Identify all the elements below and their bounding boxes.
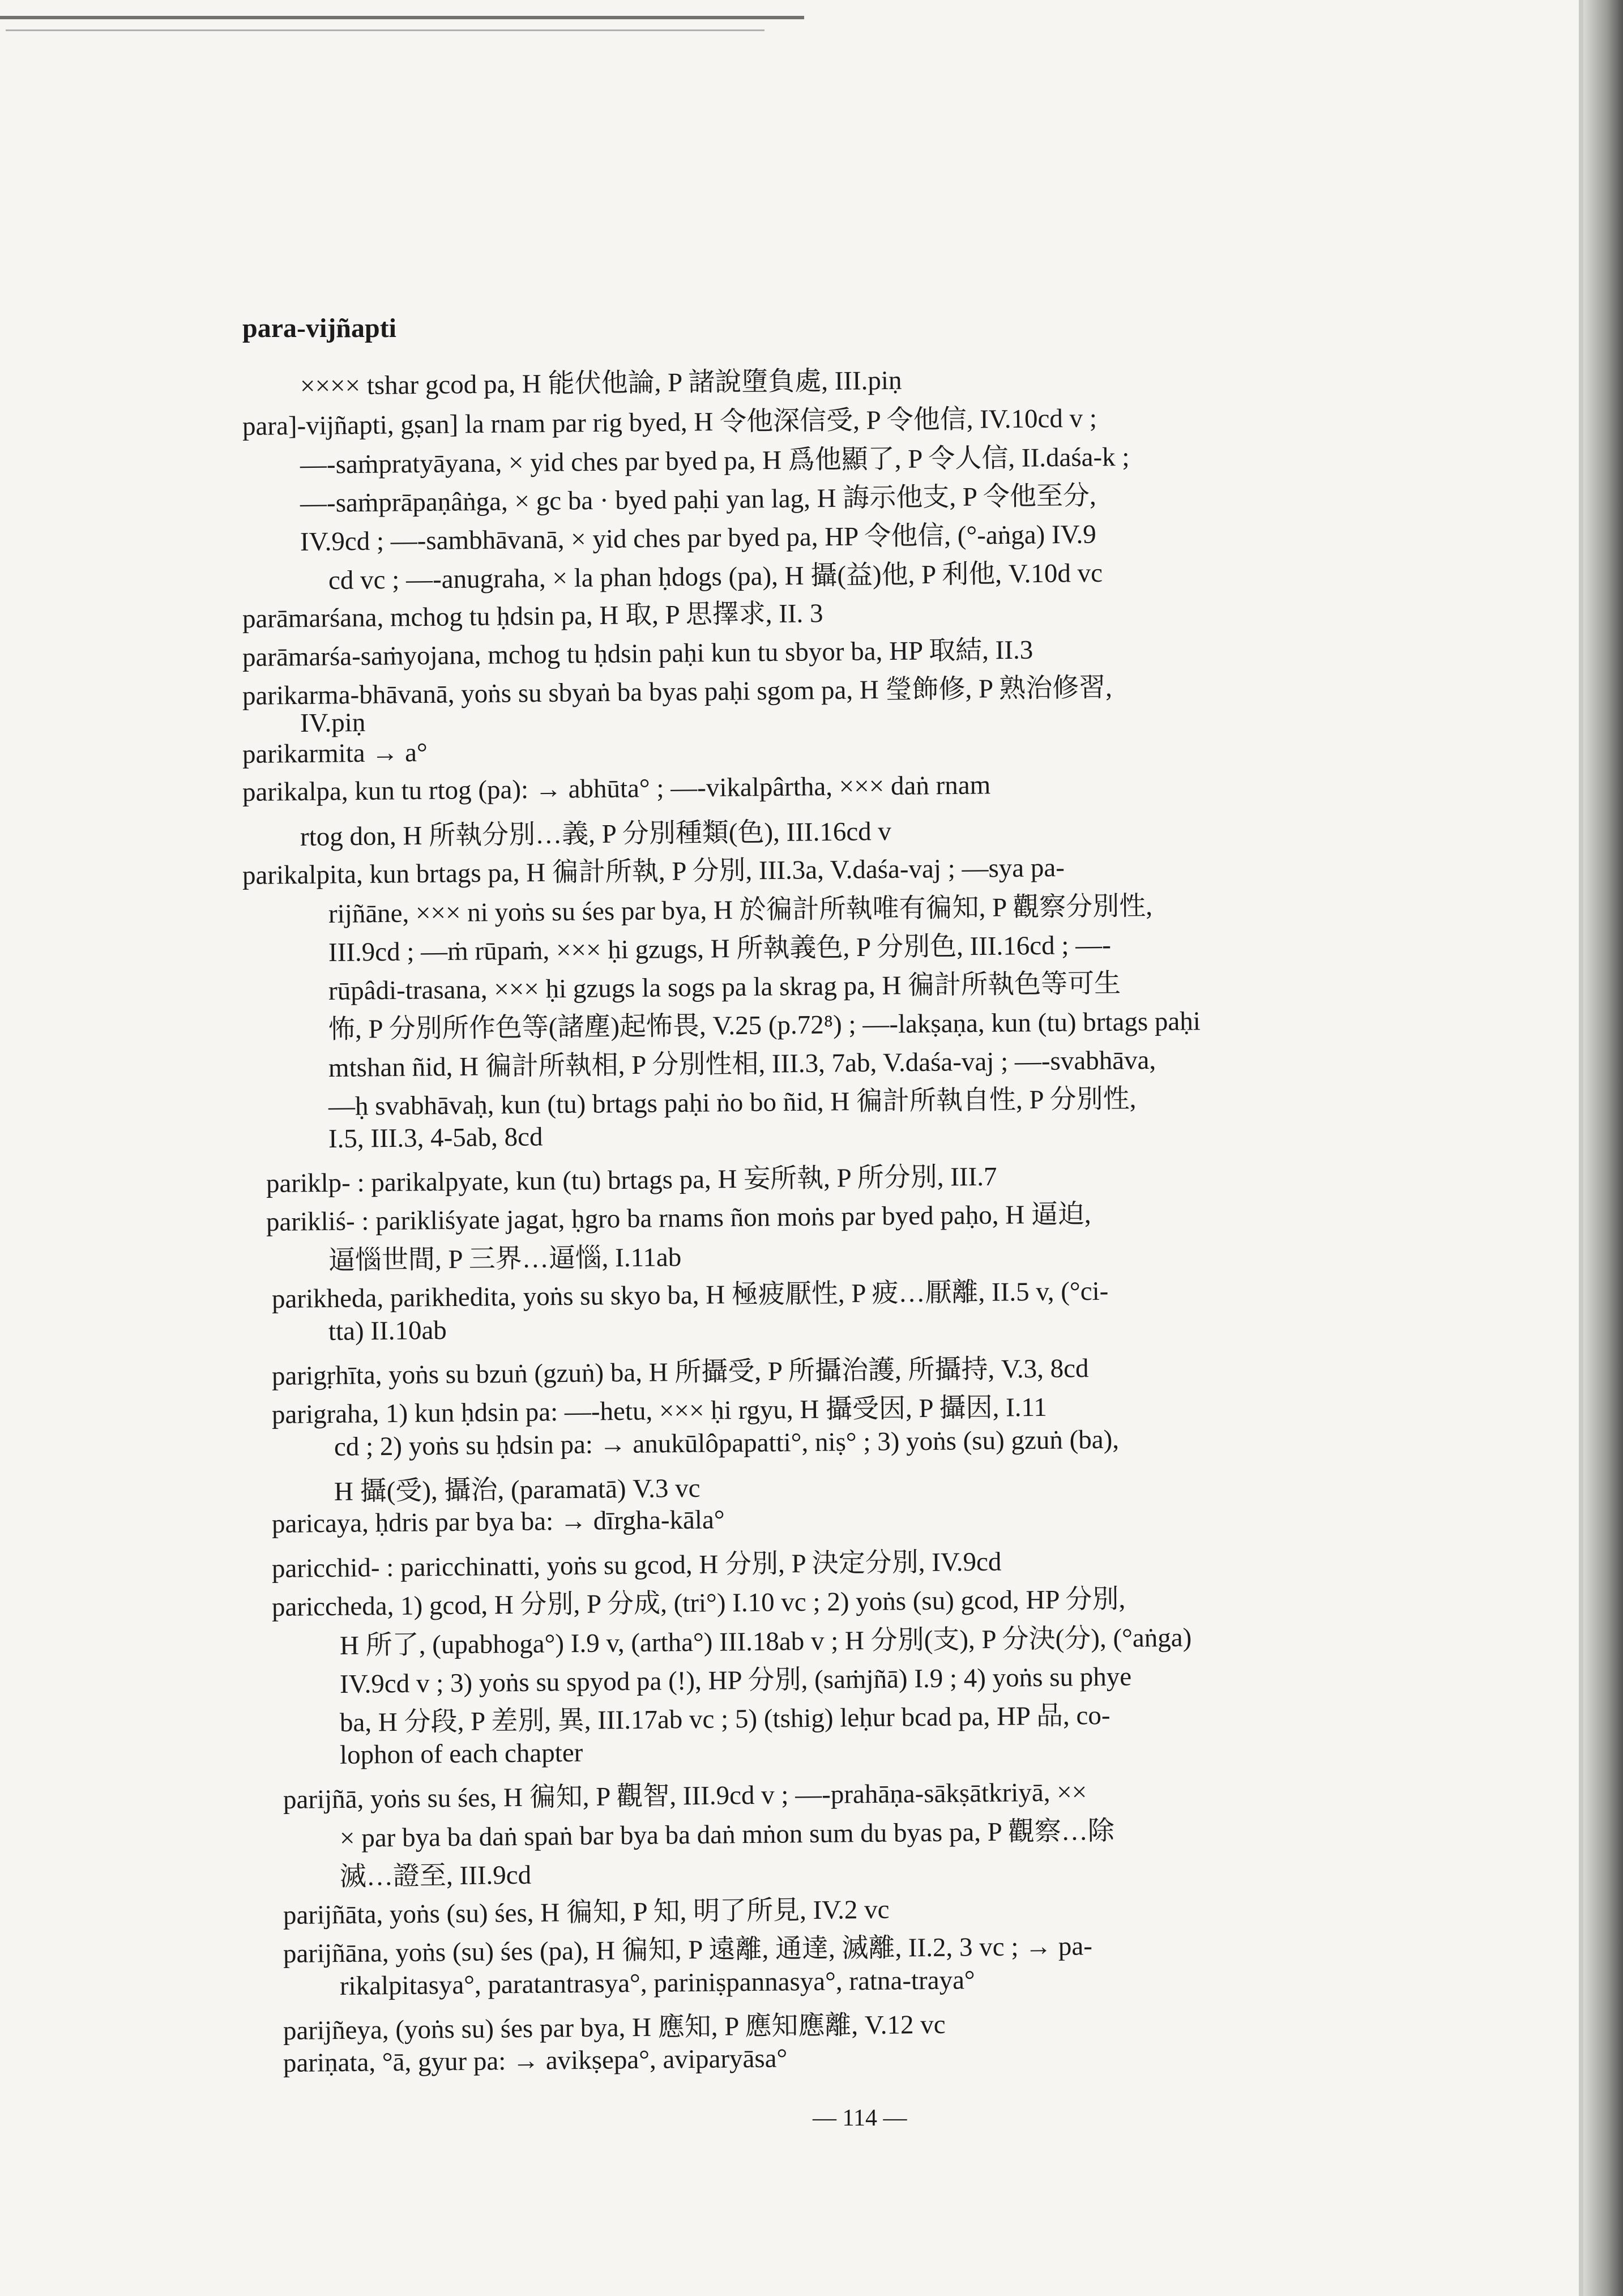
text-line: —-saṁpratyāyana, × yid ches par byed pa, H 爲他顯了, P 令人信, II.daśa-k ; (300, 442, 1130, 480)
text-line: pariklp- : parikalpyate, kun (tu) brtags pa, H 妄所執, P 所分別, III.7 (266, 1162, 997, 1198)
text-line: parikalpita, kun brtags pa, H 徧計所執, P 分別, III.3a, V.daśa-vaj ; —sya pa- (242, 853, 1065, 890)
text-line: —-saṁprāpaṇâṅga, × gc ba · byed paḥi yan lag, H 誨示他支, P 令他至分, (300, 481, 1096, 518)
text-line: lophon of each chapter (339, 1738, 583, 1770)
text-line: 怖, P 分別所作色等(諸塵)起怖畏, V.25 (p.72⁸) ; —-lakṣaṇa, kun (tu) brtags paḥi (328, 1006, 1201, 1044)
text-line: parikliś- : parikliśyate jagat, ḥgro ba rnams ñon moṅs par byed paḥo, H 逼迫, (266, 1200, 1091, 1237)
text-line: parijñāna, yoṅs (su) śes (pa), H 徧知, P 遠離, 通達, 滅離, II.2, 3 vc ; → pa- (283, 1931, 1093, 1969)
text-line: pariccheda, 1) gcod, H 分別, P 分成, (tri°) I.10 vc ; 2) yoṅs (su) gcod, HP 分別, (271, 1584, 1126, 1622)
text-line: para]-vijñapti, gṣan] la rnam par rig byed, H 令他深信受, P 令他信, IV.10cd v ; (242, 403, 1097, 441)
text-line: pariṇata, °ā, gyur pa: → avikṣepa°, aviparyāsa° (283, 2043, 788, 2078)
text-line: ×××× tshar gcod pa, H 能伏他論, P 諸說墮負處, III.piṇ (300, 365, 902, 401)
text-line: parigraha, 1) kun ḥdsin pa: —-hetu, ××× ḥi rgyu, H 攝受因, P 攝因, I.11 (271, 1392, 1048, 1429)
text-line: parijñāta, yoṅs (su) śes, H 徧知, P 知, 明了所見, IV.2 vc (283, 1894, 890, 1930)
text-line: I.5, III.3, 4-5ab, 8cd (328, 1122, 543, 1154)
text-line: parikarma-bhāvanā, yoṅs su sbyaṅ ba byas paḥi sgom pa, H 瑩飾修, P 熟治修習, (242, 673, 1113, 711)
text-line: H 攝(受), 攝治, (paramatā) V.3 vc (334, 1473, 701, 1507)
text-line: III.9cd ; —ṁ rūpaṁ, ××× ḥi gzugs, H 所執義色, P 分別色, III.16cd ; —- (328, 930, 1112, 967)
text-line: parikarmita → a° (242, 737, 428, 769)
text-line: parikalpa, kun tu rtog (pa): → abhūta° ; —-vikalpârtha, ××× daṅ rnam (242, 770, 991, 807)
scan-binding-shadow (1579, 0, 1583, 2296)
text-line: parāmarśa-saṁyojana, mchog tu ḥdsin paḥi kun tu sbyor ba, HP 取結, II.3 (242, 635, 1033, 672)
text-line: ba, H 分段, P 差別, 異, III.17ab vc ; 5) (tshig) leḥur bcad pa, HP 品, co- (339, 1700, 1111, 1738)
text-line: parijñeya, (yoṅs su) śes par bya, H 應知, P 應知應離, V.12 vc (283, 2009, 946, 2046)
text-line: parigṛhīta, yoṅs su bzuṅ (gzuṅ) ba, H 所攝受, P 所攝治護, 所攝持, V.3, 8cd (271, 1354, 1089, 1391)
text-line: parijñā, yoṅs su śes, H 徧知, P 觀智, III.9cd v ; —-prahāṇa-sākṣātkriyā, ×× (283, 1777, 1087, 1815)
text-line: cd vc ; —-anugraha, × la phan ḥdogs (pa), H 攝(益)他, P 利他, V.10d vc (328, 558, 1103, 595)
text-line: —ḥ svabhāvaḥ, kun (tu) brtags paḥi ṅo bo ñid, H 徧計所執自性, P 分別性, (328, 1084, 1137, 1121)
text-line: paricaya, ḥdris par bya ba: → dīrgha-kāla° (271, 1505, 725, 1539)
text-line: rtog don, H 所執分別…義, P 分別種類(色), III.16cd v (300, 816, 892, 852)
text-line: × par bya ba daṅ spaṅ bar bya ba daṅ mṅon sum du byas pa, P 觀察…除 (339, 1816, 1115, 1853)
page-number: — 114 — (813, 2105, 907, 2131)
text-line: 滅…證至, III.9cd (339, 1860, 532, 1892)
text-line: parāmarśana, mchog tu ḥdsin pa, H 取, P 思擇求, II. 3 (242, 599, 823, 634)
scan-rule-top-thin (6, 29, 764, 31)
text-line: IV.9cd ; —-sambhāvanā, × yid ches par byed pa, HP 令他信, (°-aṅga) IV.9 (300, 519, 1097, 557)
text-line: rijñāne, ××× ni yoṅs su śes par bya, H 於徧計所執唯有徧知, P 觀察分別性, (328, 891, 1153, 929)
scan-page-edge (1583, 0, 1623, 2296)
text-line: rikalpitasya°, paratantrasya°, pariniṣpannasya°, ratna-traya° (339, 1965, 975, 2001)
scan-rule-top (0, 16, 804, 19)
text-line: 逼惱世間, P 三界…逼惱, I.11ab (328, 1243, 682, 1275)
text-line: parikheda, parikhedita, yoṅs su skyo ba, H 極疲厭性, P 疲…厭離, II.5 v, (°ci- (271, 1276, 1109, 1314)
text-line: paricchid- : paricchinatti, yoṅs su gcod, H 分別, P 決定分別, IV.9cd (271, 1547, 1002, 1584)
text-line: tta) II.10ab (328, 1315, 447, 1346)
text-line: rūpâdi-trasana, ××× ḥi gzugs la sogs pa la skrag pa, H 徧計所執色等可生 (328, 968, 1121, 1006)
text-line: mtshan ñid, H 徧計所執相, P 分別性相, III.3, 7ab, V.daśa-vaj ; —-svabhāva, (328, 1045, 1156, 1083)
text-line: IV.piṇ (300, 707, 366, 738)
text-line: cd ; 2) yoṅs su ḥdsin pa: → anukūlôpapatti°, niṣ° ; 3) yoṅs (su) gzuṅ (ba), (334, 1424, 1120, 1462)
text-line: IV.9cd v ; 3) yoṅs su spyod pa (!), HP 分別, (saṁjñā) I.9 ; 4) yoṅs su phye (339, 1662, 1132, 1699)
entry-heading: para-vijñapti (242, 313, 397, 343)
text-line: H 所了, (upabhoga°) I.9 v, (artha°) III.18ab v ; H 分別(支), P 分決(分), (°aṅga) (339, 1623, 1192, 1661)
